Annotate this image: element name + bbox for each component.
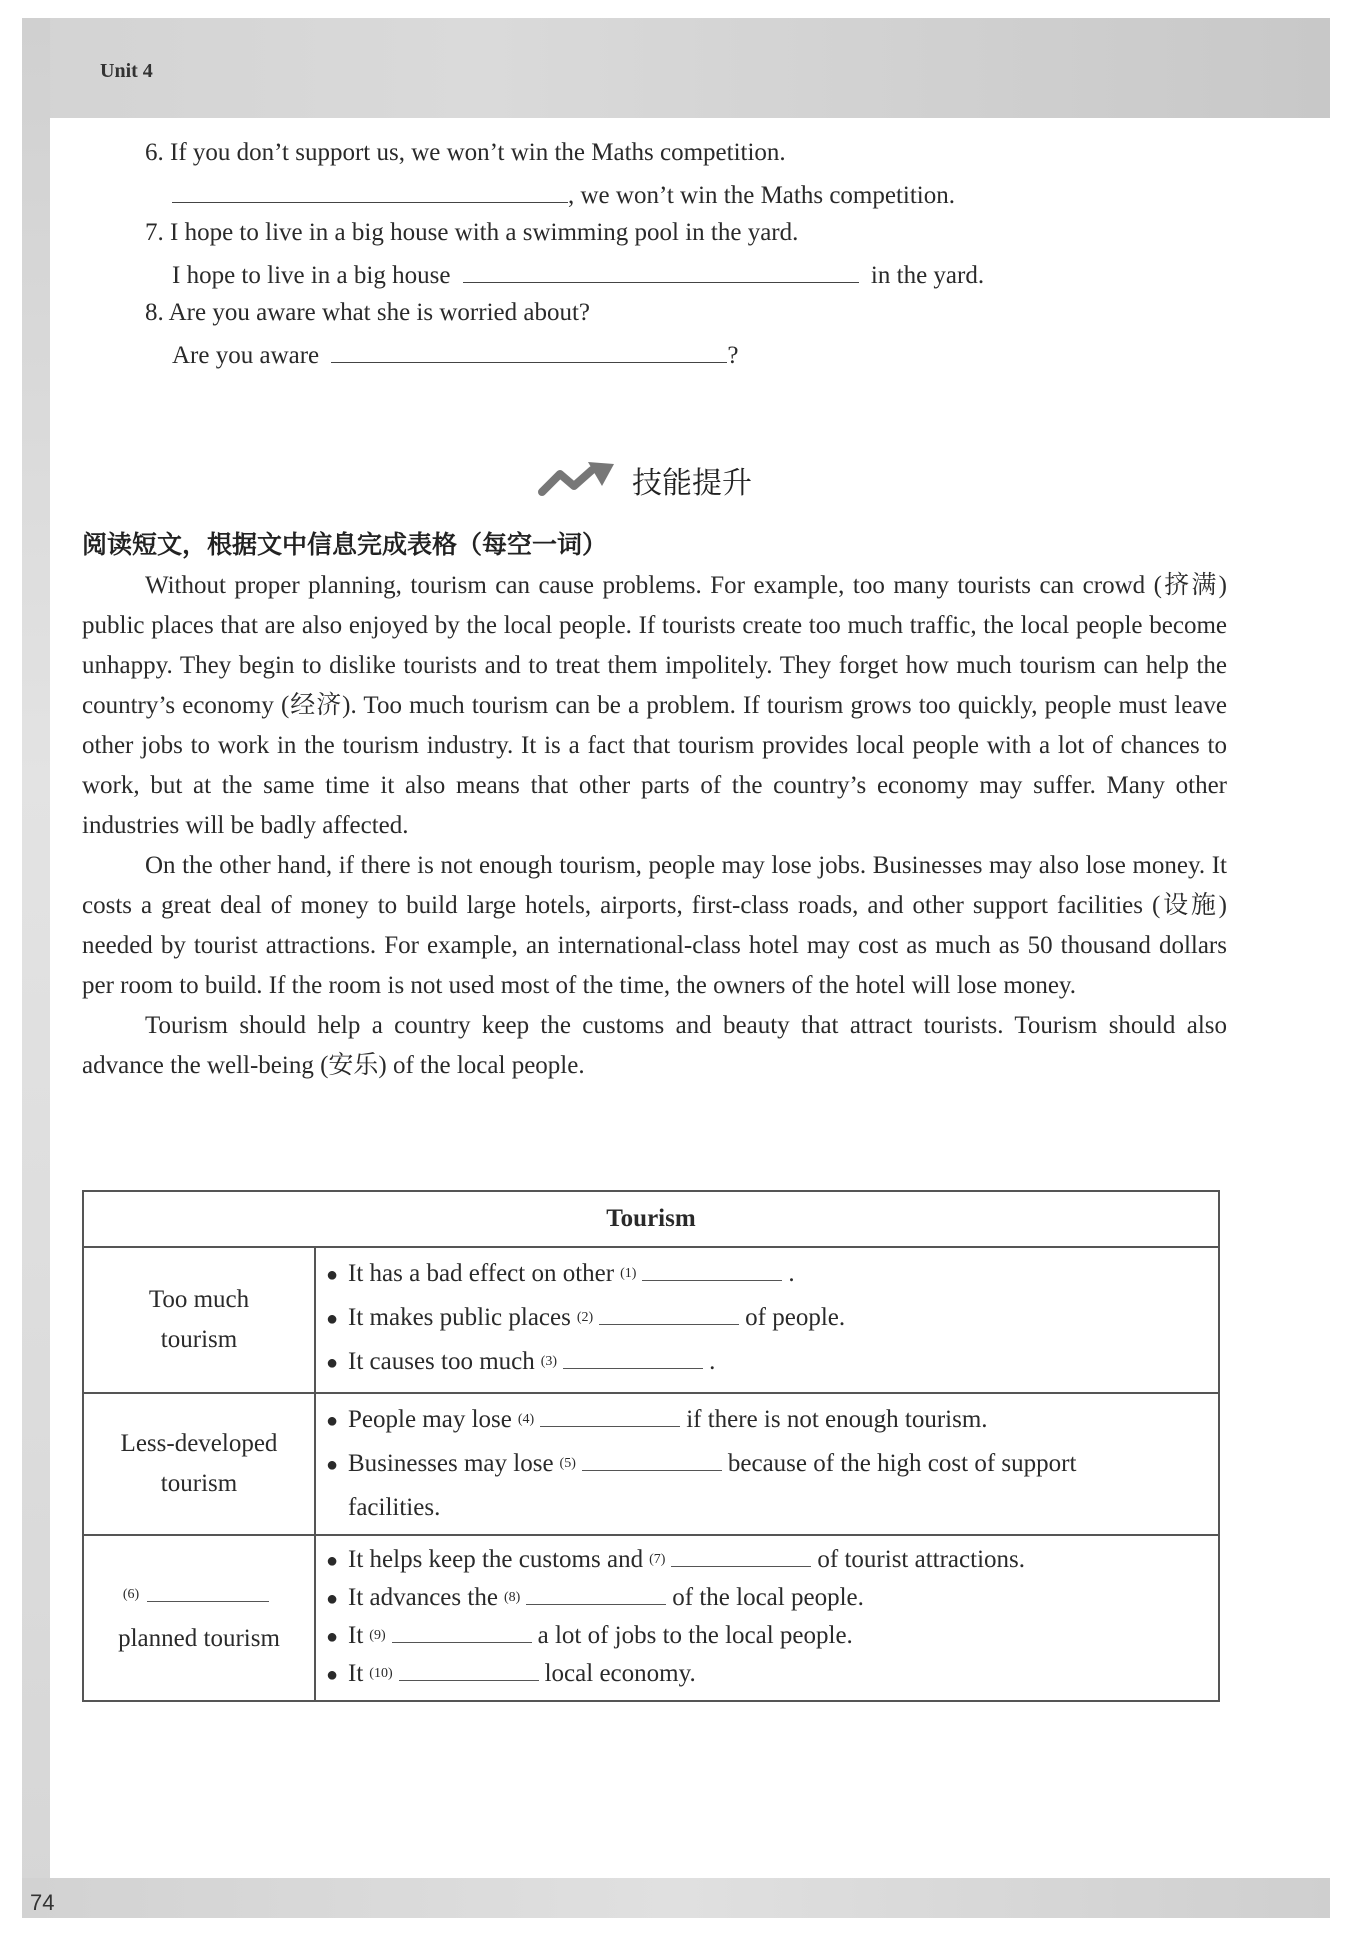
answer-blank[interactable] — [540, 1402, 680, 1427]
page-number: 74 — [30, 1890, 55, 1915]
page-header-band — [22, 18, 1330, 118]
answer-blank[interactable] — [392, 1618, 532, 1643]
list-item: ● It $^{(9)}$ a lot of jobs to the local people. — [326, 1618, 1204, 1656]
answer-blank[interactable] — [172, 180, 568, 203]
page-footer-band — [22, 1878, 1330, 1918]
section-header — [538, 458, 752, 502]
list-item: ● It causes too much $^{(3)}$ . — [326, 1342, 1204, 1386]
tourism-table — [82, 1190, 1220, 1702]
passage-paragraph: On the other hand, if there is not enough tourism, people may lose jobs. Businesses may also lose money. It costs a great deal of money to build large hotels, airports, first-class roads, and other support facilities (设施) needed by tourist attractions. For example, an international-class hotel may cost as much as 50 thousand dollars per room to build. If the room is not used most of the time, the owners of the hotel will lose money. — [82, 852, 1227, 999]
row-category: $^{(6)}$ planned tourism — [83, 1535, 315, 1701]
answer-blank[interactable] — [463, 260, 859, 283]
exercise-7-answer-line: I hope to live in a big house in the yard. — [172, 262, 985, 289]
row-items: ● People may lose $^{(4)}$ if there is not enough tourism. ● Businesses may lose $^{(5)}$ because of the high cost of support facilities. — [315, 1393, 1219, 1535]
list-item: ● Businesses may lose $^{(5)}$ because of the high cost of support — [326, 1444, 1204, 1488]
answer-blank[interactable] — [526, 1580, 666, 1605]
table-title: Tourism — [83, 1191, 1219, 1247]
list-item: ● People may lose $^{(4)}$ if there is not enough tourism. — [326, 1400, 1204, 1444]
trend-up-arrow-icon — [538, 460, 618, 500]
passage-paragraph: Tourism should help a country keep the customs and beauty that attract tourists. Tourism should also advance the well-being (安乐) of the local people. — [82, 1012, 1227, 1079]
table-row — [83, 1535, 1219, 1701]
table-row — [83, 1393, 1219, 1535]
list-item: ● It has a bad effect on other $^{(1)}$ . — [326, 1254, 1204, 1298]
list-item: ● It helps keep the customs and $^{(7)}$ of tourist attractions. — [326, 1542, 1204, 1580]
section-title: 技能提升 — [632, 466, 752, 501]
list-item: ● It makes public places $^{(2)}$ of people. — [326, 1298, 1204, 1342]
table-row — [83, 1247, 1219, 1393]
unit-label: Unit 4 — [100, 60, 153, 82]
page-left-band — [22, 18, 50, 1918]
answer-blank[interactable] — [331, 340, 727, 363]
answer-blank[interactable] — [563, 1344, 703, 1369]
answer-blank[interactable] — [147, 1577, 269, 1602]
row-category: Too much tourism — [83, 1247, 315, 1393]
list-item: ● It $^{(10)}$ local economy. — [326, 1656, 1204, 1694]
answer-blank[interactable] — [642, 1256, 782, 1281]
row-items — [315, 1535, 1219, 1701]
exercise-6-prompt: 6. If you don’t support us, we won’t win the Maths competition. — [145, 139, 786, 166]
row-items — [315, 1247, 1219, 1393]
answer-blank[interactable] — [399, 1656, 539, 1681]
answer-blank[interactable] — [582, 1446, 722, 1471]
section-instruction: 阅读短文，根据文中信息完成表格（每空一词） — [82, 530, 608, 559]
answer-blank[interactable] — [671, 1542, 811, 1567]
exercise-6-answer-line: , we won’t win the Maths competition. — [172, 180, 955, 208]
passage-paragraph: Without proper planning, tourism can cause problems. For example, too many tourists can crowd (挤满) public places that are also enjoyed by the local people. If tourists create too much traffic, the local people become unhappy. They begin to dislike tourists and to treat them impolitely. They forget how much tourism can help the country’s economy (经济). Too much tourism can be a problem. If tourism grows too quickly, people must leave other jobs to work in the tourism industry. It is a fact that tourism provides local people with a lot of chances to work, but at the same time it also means that other parts of the country’s economy may suffer. Many other industries will be badly affected. — [82, 572, 1227, 839]
row-category: Less-developed tourism — [83, 1393, 315, 1535]
exercise-7-prompt: 7. I hope to live in a big house with a swimming pool in the yard. — [145, 219, 799, 246]
exercise-8-prompt: 8. Are you aware what she is worried about? — [145, 299, 590, 326]
exercise-8-answer-line: Are you aware ? — [172, 342, 739, 369]
reading-passage — [82, 566, 1227, 1086]
list-item: ● It advances the $^{(8)}$ of the local people. — [326, 1580, 1204, 1618]
answer-blank[interactable] — [599, 1300, 739, 1325]
